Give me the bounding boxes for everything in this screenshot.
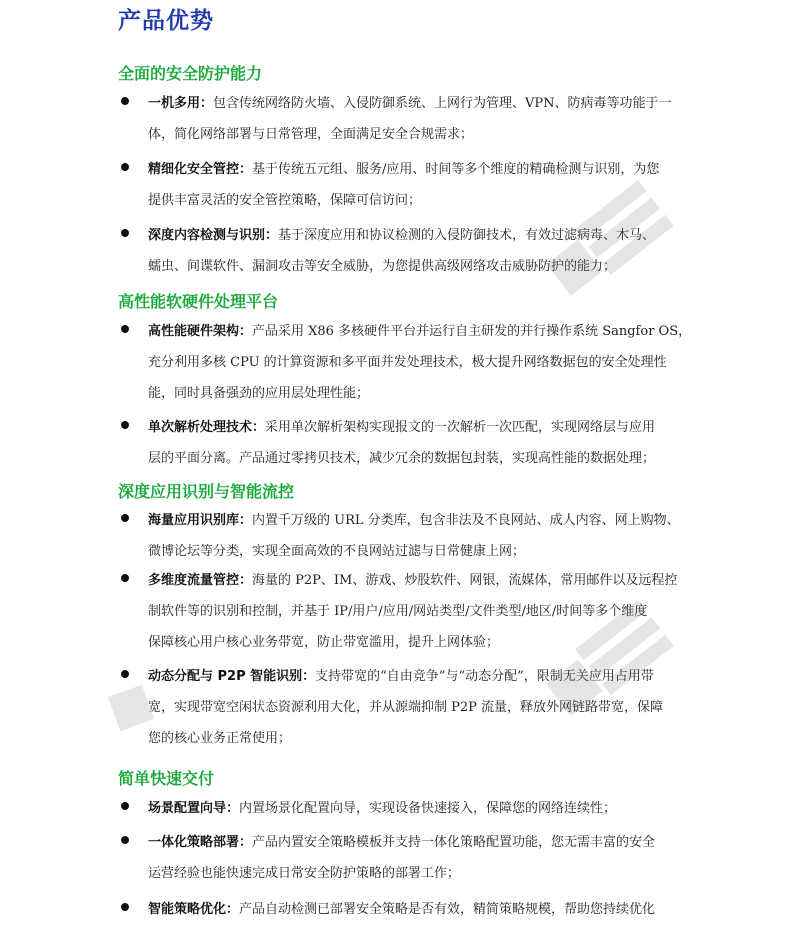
item-label: 单次解析处理技术：	[148, 420, 266, 435]
item-line: 产品内置安全策略模板并支持一体化策略配置功能，您无需丰富的安全	[252, 835, 656, 850]
item-text	[148, 565, 690, 658]
page-title: 产品优势	[118, 8, 214, 34]
item-line: 蠕虫、间谍软件、漏洞攻击等安全威胁，为您提供高级网络攻击威胁防护的能力；	[148, 259, 617, 274]
item-line: 产品自动检测已部署安全策略是否有效，精简策略规模，帮助您持续优化	[239, 902, 656, 917]
bullet-icon	[121, 836, 129, 844]
item-text	[148, 827, 690, 889]
section-heading-app-flow: 深度应用识别与智能流控	[118, 482, 295, 501]
item-label: 智能策略优化：	[148, 902, 240, 917]
item-label: 多维度流量管控：	[148, 573, 253, 588]
item-line: 包含传统网络防火墙、入侵防御系统、上网行为管理、VPN、防病毒等功能于一	[213, 96, 672, 111]
item-label: 动态分配与 P2P 智能识别：	[148, 669, 316, 684]
item-label: 海量应用识别库：	[148, 513, 253, 528]
bullet-icon	[121, 325, 129, 333]
item-line: 海量的 P2P、IM、游戏、炒股软件、网银，流媒体，常用邮件以及远程控	[252, 573, 678, 588]
item-line: 微博论坛等分类，实现全面高效的不良网站过滤与日常健康上网；	[148, 544, 526, 559]
item-text	[148, 505, 690, 567]
item-text	[148, 88, 690, 150]
item-label: 场景配置向导：	[148, 801, 240, 816]
item-line: 体，简化网络部署与日常管理，全面满足安全合规需求；	[148, 127, 474, 142]
item-line: 制软件等的识别和控制，并基于 IP/用户/应用/网站类型/文件类型/地区/时间等多个维度	[148, 604, 648, 619]
item-line: 您的核心业务正常使用；	[148, 731, 292, 746]
item-label: 深度内容检测与识别：	[148, 228, 279, 243]
item-text	[148, 661, 690, 754]
bullet-icon	[121, 670, 129, 678]
item-text	[148, 220, 690, 282]
item-line: 保障核心用户核心业务带宽，防止带宽滥用，提升上网体验；	[148, 635, 500, 650]
item-line: 充分利用多核 CPU 的计算资源和多平面并发处理技术，极大提升网络数据包的安全处理性	[148, 355, 667, 370]
item-line: 产品采用 X86 多核硬件平台并运行自主研发的并行操作系统 Sangfor OS，	[252, 324, 692, 339]
item-label: 精细化安全管控：	[148, 162, 253, 177]
item-line: 基于传统五元组、服务/应用、时间等多个维度的精确检测与识别，为您	[252, 162, 660, 177]
item-text	[148, 154, 690, 216]
item-line: 采用单次解析架构实现报文的一次解析一次匹配，实现网络层与应用	[265, 420, 656, 435]
item-text	[148, 793, 690, 824]
section-heading-delivery: 简单快速交付	[118, 769, 215, 788]
item-line: 内置千万级的 URL 分类库，包含非法及不良网站、成人内容、网上购物、	[252, 513, 680, 528]
bullet-icon	[121, 421, 129, 429]
bullet-icon	[121, 163, 129, 171]
item-text	[148, 894, 690, 925]
bullet-icon	[121, 574, 129, 582]
item-line: 内置场景化配置向导，实现设备快速接入，保障您的网络连续性；	[239, 801, 617, 816]
bullet-icon	[121, 514, 129, 522]
item-line: 能，同时具备强劲的应用层处理性能；	[148, 386, 370, 401]
bullet-icon	[121, 97, 129, 105]
item-label: 高性能硬件架构：	[148, 324, 253, 339]
item-text	[148, 412, 690, 474]
section-heading-platform: 高性能软硬件处理平台	[118, 292, 279, 311]
bullet-icon	[121, 802, 129, 810]
item-line: 基于深度应用和协议检测的入侵防御技术，有效过滤病毒、木马、	[278, 228, 656, 243]
item-text	[148, 316, 690, 409]
bullet-icon	[121, 229, 129, 237]
item-label: 一体化策略部署：	[148, 835, 253, 850]
item-line: 运营经验也能快速完成日常安全防护策略的部署工作；	[148, 866, 461, 881]
item-line: 层的平面分离。产品通过零拷贝技术，减少冗余的数据包封装，实现高性能的数据处理；	[148, 451, 656, 466]
item-line: 提供丰富灵活的安全管控策略，保障可信访问；	[148, 193, 422, 208]
section-heading-security: 全面的安全防护能力	[118, 64, 263, 83]
item-line: 支持带宽的“自由竞争”与“动态分配”，限制无关应用占用带	[315, 669, 654, 684]
bullet-icon	[121, 903, 129, 911]
item-label: 一机多用：	[148, 96, 214, 111]
item-line: 宽，实现带宽空闲状态资源利用大化，并从源端抑制 P2P 流量，释放外网链路带宽，保障	[148, 700, 664, 715]
